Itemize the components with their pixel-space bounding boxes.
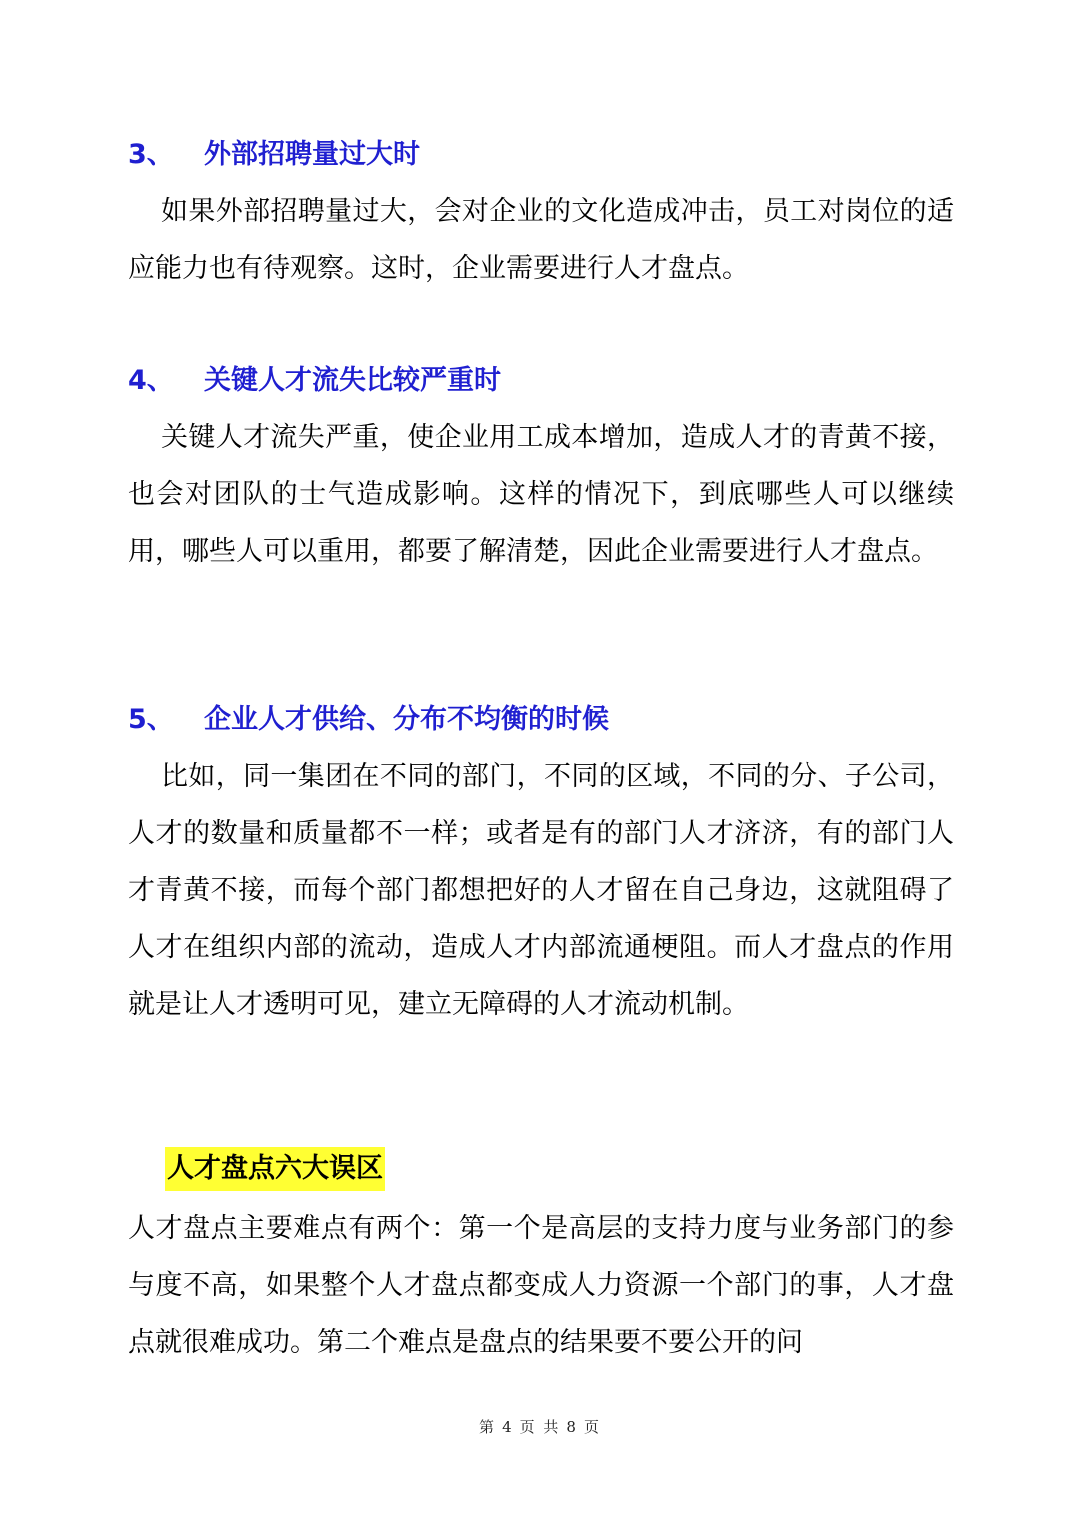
section-title: 外部招聘量过大时 bbox=[204, 139, 420, 170]
section-5-heading bbox=[128, 700, 609, 740]
footer-total-pages: 8 bbox=[566, 1418, 578, 1436]
section-4-paragraph: 关键人才流失严重，使企业用工成本增加，造成人才的青黄不接，也会对团队的士气造成影响。这样的情况下，到底哪些人可以继续用，哪些人可以重用，都要了解清楚，因此企业需要进行人才盘点。 bbox=[128, 422, 954, 567]
section-3-paragraph: 如果外部招聘量过大，会对企业的文化造成冲击，员工对岗位的适应能力也有待观察。这时，企业需要进行人才盘点。 bbox=[128, 196, 954, 284]
misconceptions-paragraph: 人才盘点主要难点有两个：第一个是高层的支持力度与业务部门的参与度不高，如果整个人才盘点都变成人力资源一个部门的事，人才盘点就很难成功。第二个难点是盘点的结果要不要公开的问 bbox=[128, 1213, 954, 1358]
section-number: 4、 bbox=[128, 365, 174, 396]
section-3-heading bbox=[128, 135, 420, 175]
section-title: 关键人才流失比较严重时 bbox=[204, 365, 501, 396]
highlighted-section-title: 人才盘点六大误区 bbox=[165, 1147, 385, 1191]
section-number: 3、 bbox=[128, 139, 174, 170]
footer-prefix: 第 bbox=[479, 1418, 497, 1436]
section-5-paragraph: 比如，同一集团在不同的部门，不同的区域，不同的分、子公司，人才的数量和质量都不一样；或者是有的部门人才济济，有的部门人才青黄不接，而每个部门都想把好的人才留在自己身边，这就阻碍了人才在组织内部的流动，造成人才内部流通梗阻。而人才盘点的作用就是让人才透明可见，建立无障碍的人才流动机制。 bbox=[128, 761, 954, 1020]
footer-suffix: 页 bbox=[583, 1418, 601, 1436]
footer-current-page: 4 bbox=[502, 1418, 514, 1436]
section-number: 5、 bbox=[128, 704, 174, 735]
section-title: 企业人才供给、分布不均衡的时候 bbox=[204, 704, 609, 735]
page-footer bbox=[0, 1416, 1080, 1437]
footer-middle: 页 共 bbox=[519, 1418, 561, 1436]
section-4-heading bbox=[128, 361, 501, 401]
